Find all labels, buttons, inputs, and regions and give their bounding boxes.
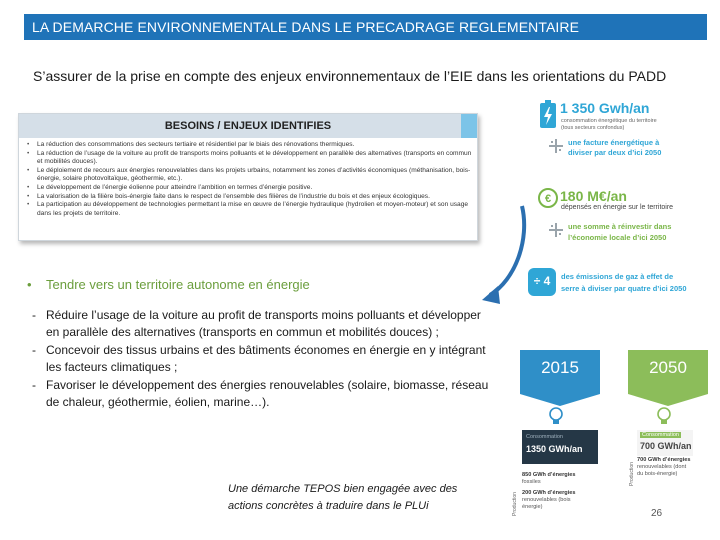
prod-2050-line: renouvelables (dont [637,464,687,470]
besoins-list [25,141,473,218]
year-2015-label: 2015 [541,358,579,377]
ges-divide-label: ÷ 4 [533,274,551,288]
lightbulb-icon [653,405,675,427]
ges-note-1: des émissions de gaz à effet de [561,272,674,281]
energy-note-1: une facture énergétique à [568,138,660,147]
euro-coin-icon [538,186,558,210]
energy-consumption-value: 1 350 Gwh/an [560,100,650,116]
energy-consumption-sublabel: (tous secteurs confondus) [561,125,625,131]
consumption-2050-value: 700 GWh/an [640,441,692,451]
besoins-card [18,113,478,241]
slide-caption: Une démarche TEPOS bien engagée avec des actions concrètes à traduire dans le PLUi [228,483,458,512]
prod-2015-line: fossiles [522,479,541,485]
page-number: 26 [651,508,663,519]
prod-2015-line: 850 GWh d’énergies [522,472,576,478]
goal-text: Tendre vers un territoire autonome en énergie [46,277,310,292]
svg-text:€: € [544,193,552,205]
besoins-item: • La réduction de l’usage de la voiture au profit de transports moins polluants et le développement en parallèle des alternatives (transports en commun et mobilités douces). [25,150,473,167]
slide-title-bar [24,14,707,40]
besoins-item: • Le développement de l’énergie éolienne pour atteindre l’ambition en termes d’énergie positive. [25,184,473,193]
money-note-2: l’économie locale d’ici 2050 [568,233,667,242]
money-value: 180 M€/an [560,188,627,204]
prod-2050-line: 700 GWh d’énergies [637,457,691,463]
besoins-header [19,114,477,138]
production-2015-label: Production [512,492,518,516]
consumption-2015-label: Consommation [526,434,563,440]
prod-2015-line: renouvelables (bois [522,497,571,503]
consumption-2050-box [637,430,693,456]
consumption-2015-box [522,430,598,464]
energy-consumption-label: consommation énergétique du territoire [561,118,657,124]
slide-title: LA DEMARCHE ENVIRONNEMENTALE DANS LE PRECADRAGE REGLEMENTAIRE [32,19,580,35]
action-item: - Favoriser le développement des énergies renouvelables (solaire, biomasse, réseau de chaleur, géothermie, éolien, marine…). [32,377,492,412]
divide-cross-icon [548,138,564,154]
action-item: - Réduire l’usage de la voiture au profit de transports moins polluants et développer en parallèle des alternatives (transports en commun et mobilités douces) ; [32,307,492,342]
ges-note-2: serre à diviser par quatre d’ici 2050 [561,284,687,293]
action-item: - Concevoir des tissus urbains et des bâtiments économes en énergie en y intégrant les facteurs climatiques ; [32,342,492,377]
ges-divide-icon [528,268,556,296]
curved-arrow-icon [470,200,530,310]
goal-bullet: • [27,277,32,292]
production-2050-label: Production [629,462,635,486]
year-2050-label: 2050 [649,358,687,377]
prod-2015-line: énergie) [522,504,543,510]
besoins-item: • La participation au développement de technologies permettant la mise en œuvre de l’énergie hydraulique (hydrolien et moyen-moteur) et son usage dans les projets de territoire. [25,201,473,218]
besoins-item: • Le déploiement de recours aux énergies renouvelables dans les projets urbains, notamment les zones d’activités économiques (méthanisation, bois-énergie, solaire photovoltaïque, géothermie, etc.). [25,167,473,184]
divide-cross-icon [548,222,564,238]
intro-text: S’assurer de la prise en compte des enjeux environnementaux de l’EIE dans les orientations du PADD [33,68,667,84]
money-note-1: une somme à réinvestir dans [568,222,672,231]
prod-2015-line: 200 GWh d’énergies [522,490,576,496]
battery-bolt-icon [537,100,559,130]
year-2015-block [520,350,600,406]
besoins-title: BESOINS / ENJEUX IDENTIFIES [164,120,332,132]
besoins-item: • La valorisation de la filière bois-énergie faite dans le respect de l’ensemble des filières de l’industrie du bois et des enjeux écologiques. [25,193,473,202]
consumption-2050-label: Consommation [642,432,679,438]
consumption-2015-value: 1350 GWh/an [526,444,583,454]
besoins-item: • La réduction des consommations des secteurs tertiaire et résidentiel par le biais des rénovations thermiques. [25,141,473,150]
lightbulb-icon [545,405,567,427]
actions-list [32,307,492,411]
money-label: dépensés en énergie sur le territoire [561,204,674,211]
year-2050-block [628,350,708,406]
production-2015-details [522,472,602,511]
energy-note-2: diviser par deux d’ici 2050 [568,148,662,157]
prod-2050-line: du bois-énergie) [637,471,678,477]
production-2015-strip [510,450,522,520]
production-2050-details [637,457,697,478]
